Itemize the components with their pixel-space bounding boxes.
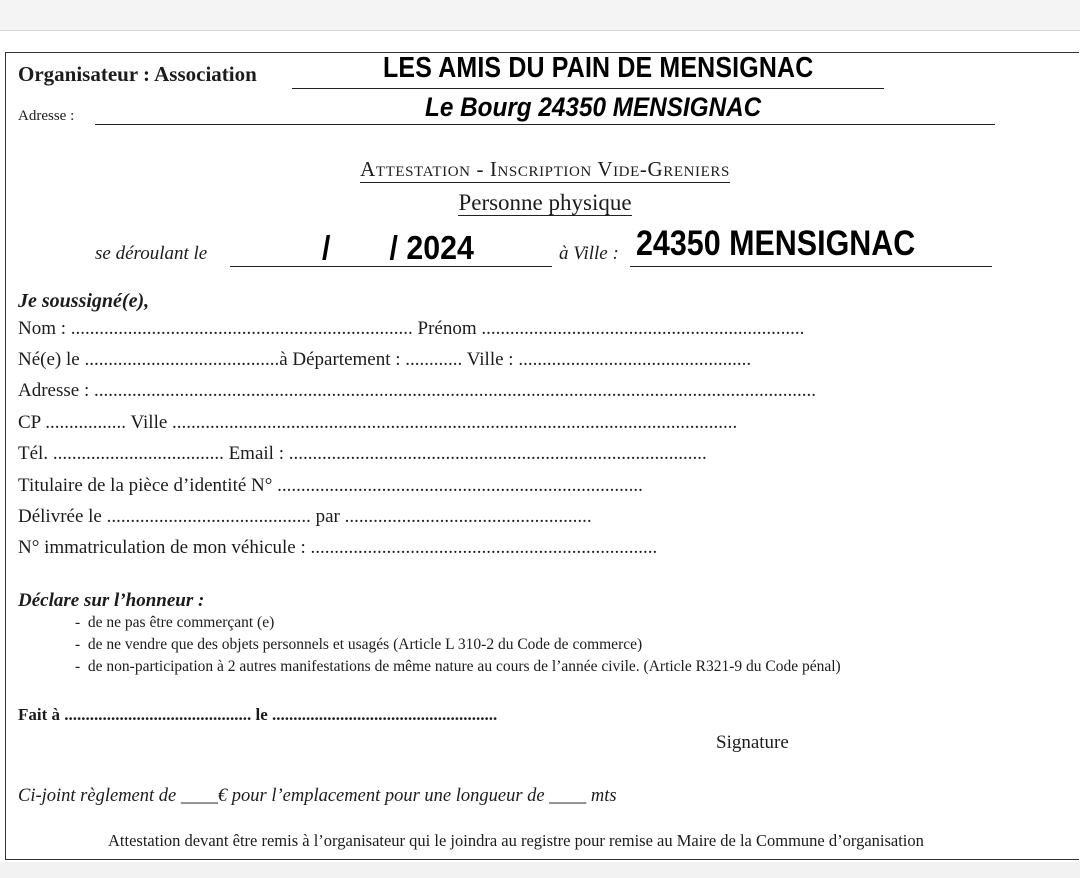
association-name: LES AMIS DU PAIN DE MENSIGNAC	[383, 52, 814, 84]
association-underline	[292, 88, 884, 89]
form-title: Attestation - Inscription Vide-Greniers	[360, 157, 730, 181]
adresse-label: Adresse :	[18, 108, 75, 124]
deroulant-label: se déroulant le	[95, 243, 208, 264]
immatriculation-line: N° immatriculation de mon véhicule : .........................................................................	[18, 537, 658, 558]
declaration-item: - de ne pas être commerçant (e)	[75, 614, 275, 631]
reglement-line: Ci-joint règlement de ____€ pour l’emplacement pour une longueur de ____ mts	[18, 786, 617, 806]
footer-note: Attestation devant être remis à l’organisateur qui le joindra au registre pour remise au Maire de la Commune d’organisation	[108, 831, 924, 850]
delivree-line: Délivrée le ........................................... par ....................................................	[18, 506, 592, 527]
adresse-underline	[95, 124, 995, 125]
top-bar	[0, 0, 1080, 31]
piece-identite-line: Titulaire de la pièce d’identité N° .............................................................................	[18, 475, 643, 496]
declaration-item: - de non-participation à 2 autres manifestations de même nature au cours de l’année civile. (Article R321-9 du Code pénal)	[75, 658, 841, 675]
soussigne-heading: Je soussigné(e),	[18, 290, 150, 312]
bottom-bar	[0, 862, 1080, 878]
event-ville: 24350 MENSIGNAC	[636, 224, 916, 263]
form-subtitle: Personne physique	[458, 190, 632, 215]
cp-ville-line: CP ................. Ville .......................................................................................................................	[18, 412, 738, 433]
organisateur-label: Organisateur : Association	[18, 62, 257, 86]
tel-email-line: Tél. .................................... Email : ........................................................................................	[18, 443, 707, 464]
ville-underline	[630, 266, 992, 267]
adresse-value: Le Bourg 24350 MENSIGNAC	[425, 92, 762, 122]
fait-a-line: Fait à ............................................ le .....................................................	[18, 705, 498, 724]
event-date: / / 2024	[322, 229, 474, 266]
ville-label: à Ville :	[559, 243, 619, 264]
adresse-line: Adresse : ........................................................................................................................................................	[18, 380, 816, 401]
nom-prenom-line: Nom : ........................................................................ Prénom ....................................................................	[18, 318, 805, 339]
signature-label: Signature	[716, 732, 789, 753]
declaration-title: Déclare sur l’honneur :	[18, 590, 205, 611]
naissance-line: Né(e) le .........................................à Département : ............ Ville : .................................................	[18, 349, 752, 370]
declaration-item: - de ne vendre que des objets personnels et usagés (Article L 310-2 du Code de commerce)	[75, 636, 643, 653]
